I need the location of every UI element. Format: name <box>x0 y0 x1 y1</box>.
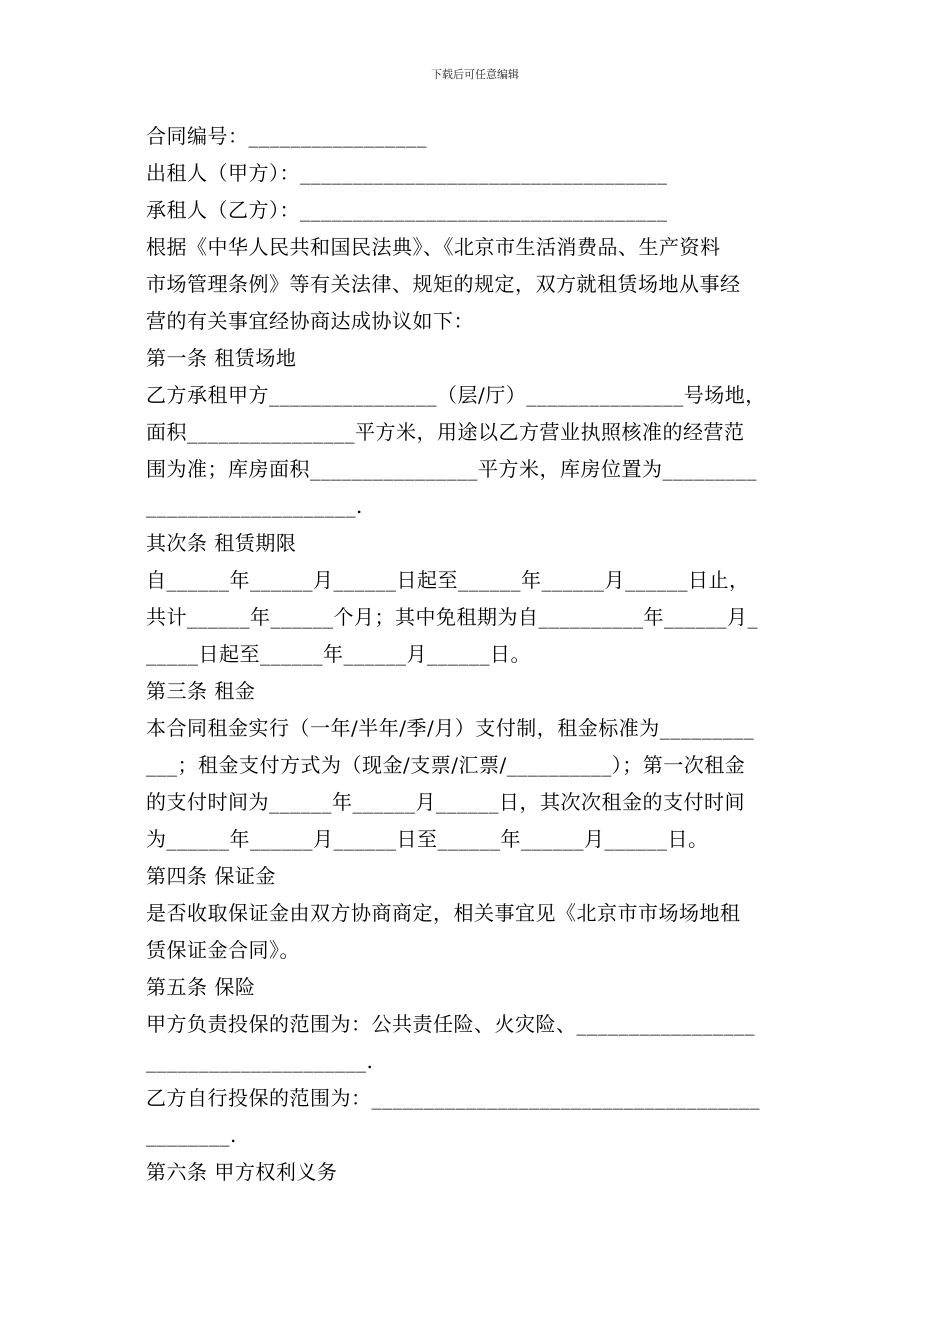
article-5-text: 乙方自行投保的范围为：_____________________________________ <box>146 1086 760 1110</box>
article-1-text: 面积________________平方米，用途以乙方营业执照核准的经营范 <box>146 420 745 444</box>
article-1-text: 乙方承租甲方________________（层/厅）_______________号场地， <box>146 383 766 407</box>
article-2-heading: 其次条 租赁期限 <box>146 531 297 555</box>
lessee-line: 承租人（乙方）：___________________________________ <box>146 198 668 222</box>
article-4-text: 是否收取保证金由双方协商商定，相关事宜见《北京市市场场地租 <box>146 901 741 925</box>
article-3-text: 为______年______月______日至______年______月______日。 <box>146 827 709 851</box>
article-1-text: ____________________. <box>146 494 363 518</box>
article-5-text: 甲方负责投保的范围为：公共责任险、火灾险、_________________ <box>146 1012 755 1036</box>
article-6-heading: 第六条 甲方权利义务 <box>146 1160 338 1184</box>
article-5-heading: 第五条 保险 <box>146 975 256 999</box>
contract-number-line: 合同编号：_________________ <box>146 124 427 148</box>
article-1-heading: 第一条 租赁场地 <box>146 346 297 370</box>
preamble-line: 营的有关事宜经协商达成协议如下： <box>146 309 474 333</box>
article-3-text: ___；租金支付方式为（现金/支票/汇票/__________）；第一次租金 <box>146 753 746 777</box>
article-2-text: 自______年______月______日起至______年______月______日止， <box>146 568 750 592</box>
article-3-text: 本合同租金实行（一年/半年/季/月）支付制，租金标准为_________ <box>146 716 755 740</box>
article-4-text: 赁保证金合同》。 <box>146 938 300 962</box>
preamble-line: 根据《中华人民共和国民法典》、《北京市生活消费品、生产资料 <box>146 235 721 259</box>
article-5-text: ________. <box>146 1123 237 1147</box>
page-header: 下载后可任意编辑 <box>431 68 519 81</box>
article-1-text: 围为准；库房面积________________平方米，库房位置为_________ <box>146 457 757 481</box>
article-2-text: _____日起至______年______月______日。 <box>146 642 531 666</box>
article-5-text: _____________________. <box>146 1049 374 1073</box>
article-3-text: 的支付时间为______年______月______日，其次次租金的支付时间 <box>146 790 745 814</box>
contract-body <box>146 118 816 1191</box>
lessor-line: 出租人（甲方）：___________________________________ <box>146 161 668 185</box>
preamble-line: 市场管理条例》等有关法律、规矩的规定，双方就租赁场地从事经 <box>146 272 741 296</box>
article-3-heading: 第三条 租金 <box>146 679 256 703</box>
article-2-text: 共计______年______个月；其中免租期为自__________年______月_ <box>146 605 758 629</box>
article-4-heading: 第四条 保证金 <box>146 864 276 888</box>
